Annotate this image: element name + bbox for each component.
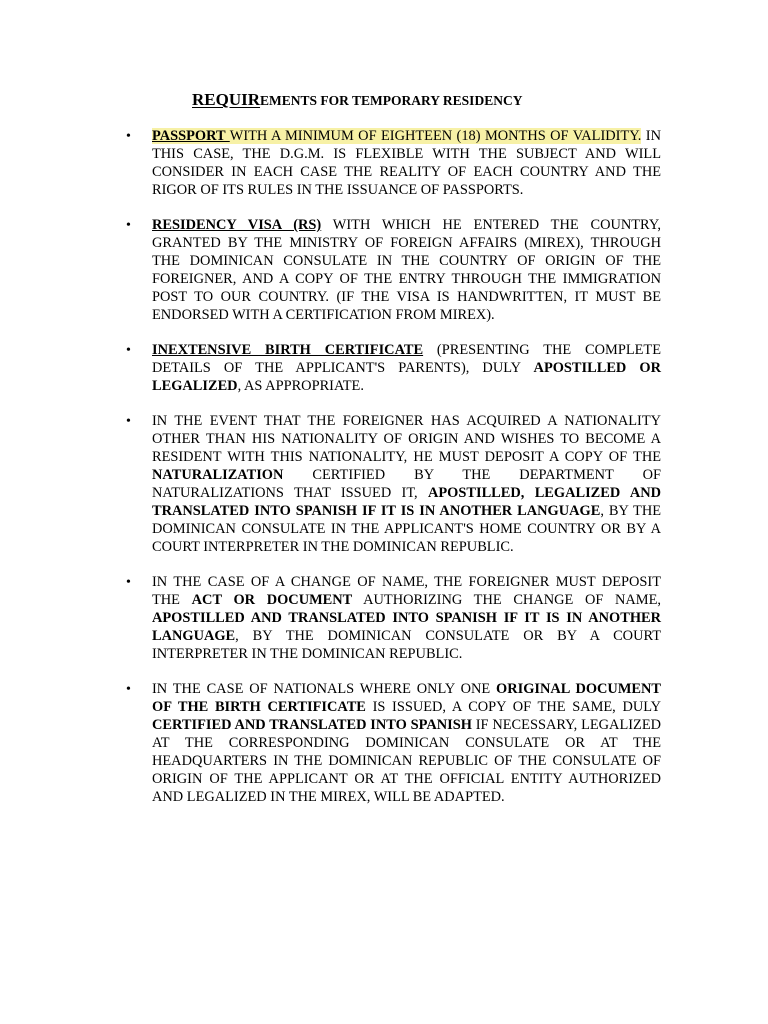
requirement-text: , AS APPROPRIATE. [237, 377, 364, 394]
requirement-item-naturalization [126, 413, 661, 556]
requirement-emphasis: NATURALIZATION [152, 467, 284, 483]
requirement-text: (PRESENTING THE COMPLETE DETAILS OF THE APPLICANT'S PARENTS), DULY [152, 342, 661, 376]
requirement-text: IN THIS CASE, THE D.G.M. IS FLEXIBLE WITH THE SUBJECT AND WILL CONSIDER IN EACH CASE THE REALITY OF EACH COUNTRY AND THE RIGOR OF ITS RULES IN THE ISSUANCE OF PASSPORTS. [152, 128, 661, 198]
requirement-emphasis: ACT OR DOCUMENT [191, 591, 353, 608]
requirement-text: CERTIFIED BY THE DEPARTMENT OF NATURALIZATIONS THAT ISSUED IT, [152, 467, 661, 501]
requirement-item-change-of-name [126, 574, 661, 664]
requirement-item-birth-certificate [126, 342, 662, 396]
bullet-icon: • [126, 343, 131, 359]
requirement-emphasis: APOSTILLED OR LEGALIZED [152, 359, 662, 394]
title-part-1: REQUIR [192, 90, 261, 109]
requirement-emphasis: APOSTILLED, LEGALIZED AND TRANSLATED INTO SPANISH IF IT IS IN ANOTHER LANGUAGE [152, 484, 661, 519]
requirement-text: , BY THE DOMINICAN CONSULATE IN THE APPLICANT'S HOME COUNTRY OR BY A COURT INTERPRETER IN THE DOMINICAN REPUBLIC. [152, 502, 661, 555]
requirement-text: , BY THE DOMINICAN CONSULATE OR BY A COURT INTERPRETER IN THE DOMINICAN REPUBLIC. [152, 627, 661, 662]
requirement-text: IN THE CASE OF A CHANGE OF NAME, THE FOREIGNER MUST DEPOSIT THE [152, 574, 661, 608]
bullet-icon: • [126, 414, 131, 430]
bullet-icon: • [126, 575, 131, 591]
requirement-item-passport [126, 128, 661, 200]
page-title [192, 90, 522, 110]
bullet-icon: • [126, 682, 131, 698]
requirement-text: IF NECESSARY, LEGALIZED AT THE CORRESPONDING DOMINICAN CONSULATE OR AT THE HEADQUARTERS IN THE DOMINICAN REPUBLIC OF THE CONSULATE OF ORIGIN OF THE APPLICANT OR AT THE OFFICIAL ENTITY AUTHORIZED AND LEGALIZED IN THE MIREX, WILL BE ADAPTED. [152, 716, 662, 805]
bullet-icon: • [126, 129, 131, 144]
requirement-heading: PASSPORT [152, 128, 230, 144]
requirement-text: AUTHORIZING THE CHANGE OF NAME, [352, 591, 661, 608]
requirement-text: IN THE EVENT THAT THE FOREIGNER HAS ACQUIRED A NATIONALITY OTHER THAN HIS NATIONALITY OF ORIGIN AND WISHES TO BECOME A RESIDENT WITH THIS NATIONALITY, HE MUST DEPOSIT A COPY OF THE [152, 413, 661, 466]
requirement-heading: INEXTENSIVE BIRTH CERTIFICATE [152, 342, 424, 359]
requirement-heading: RESIDENCY VISA (RS) [152, 217, 322, 234]
requirement-text: WITH WHICH HE ENTERED THE COUNTRY, GRANTED BY THE MINISTRY OF FOREIGN AFFAIRS (MIREX), THROUGH THE DOMINICAN CONSULATE IN THE COUNTRY OF ORIGIN OF THE FOREIGNER, AND A COPY OF THE ENTRY THROUGH THE IMMIGRATION POST TO OUR COUNTRY. (IF THE VISA IS HANDWRITTEN, IT MUST BE ENDORSED WITH A CERTIFICATION FROM MIREX). [152, 217, 661, 323]
title-part-2: EMENTS FOR TEMPORARY RESIDENCY [260, 93, 523, 108]
requirement-item-nationals-original-document [126, 681, 662, 806]
requirement-emphasis: ORIGINAL DOCUMENT OF THE BIRTH CERTIFICATE [152, 681, 661, 715]
requirements-list [126, 128, 662, 824]
requirement-text: WITH A MINIMUM OF EIGHTEEN (18) MONTHS OF VALIDITY. [229, 128, 642, 144]
requirement-emphasis: CERTIFIED AND TRANSLATED INTO SPANISH [152, 716, 472, 733]
requirement-text: IS ISSUED, A COPY OF THE SAME, DULY [365, 698, 661, 715]
bullet-icon: • [126, 218, 131, 234]
requirement-item-residency-visa [126, 217, 661, 324]
requirement-emphasis: APOSTILLED AND TRANSLATED INTO SPANISH IF IT IS IN ANOTHER LANGUAGE [152, 609, 661, 644]
requirement-text: IN THE CASE OF NATIONALS WHERE ONLY ONE [152, 681, 497, 698]
